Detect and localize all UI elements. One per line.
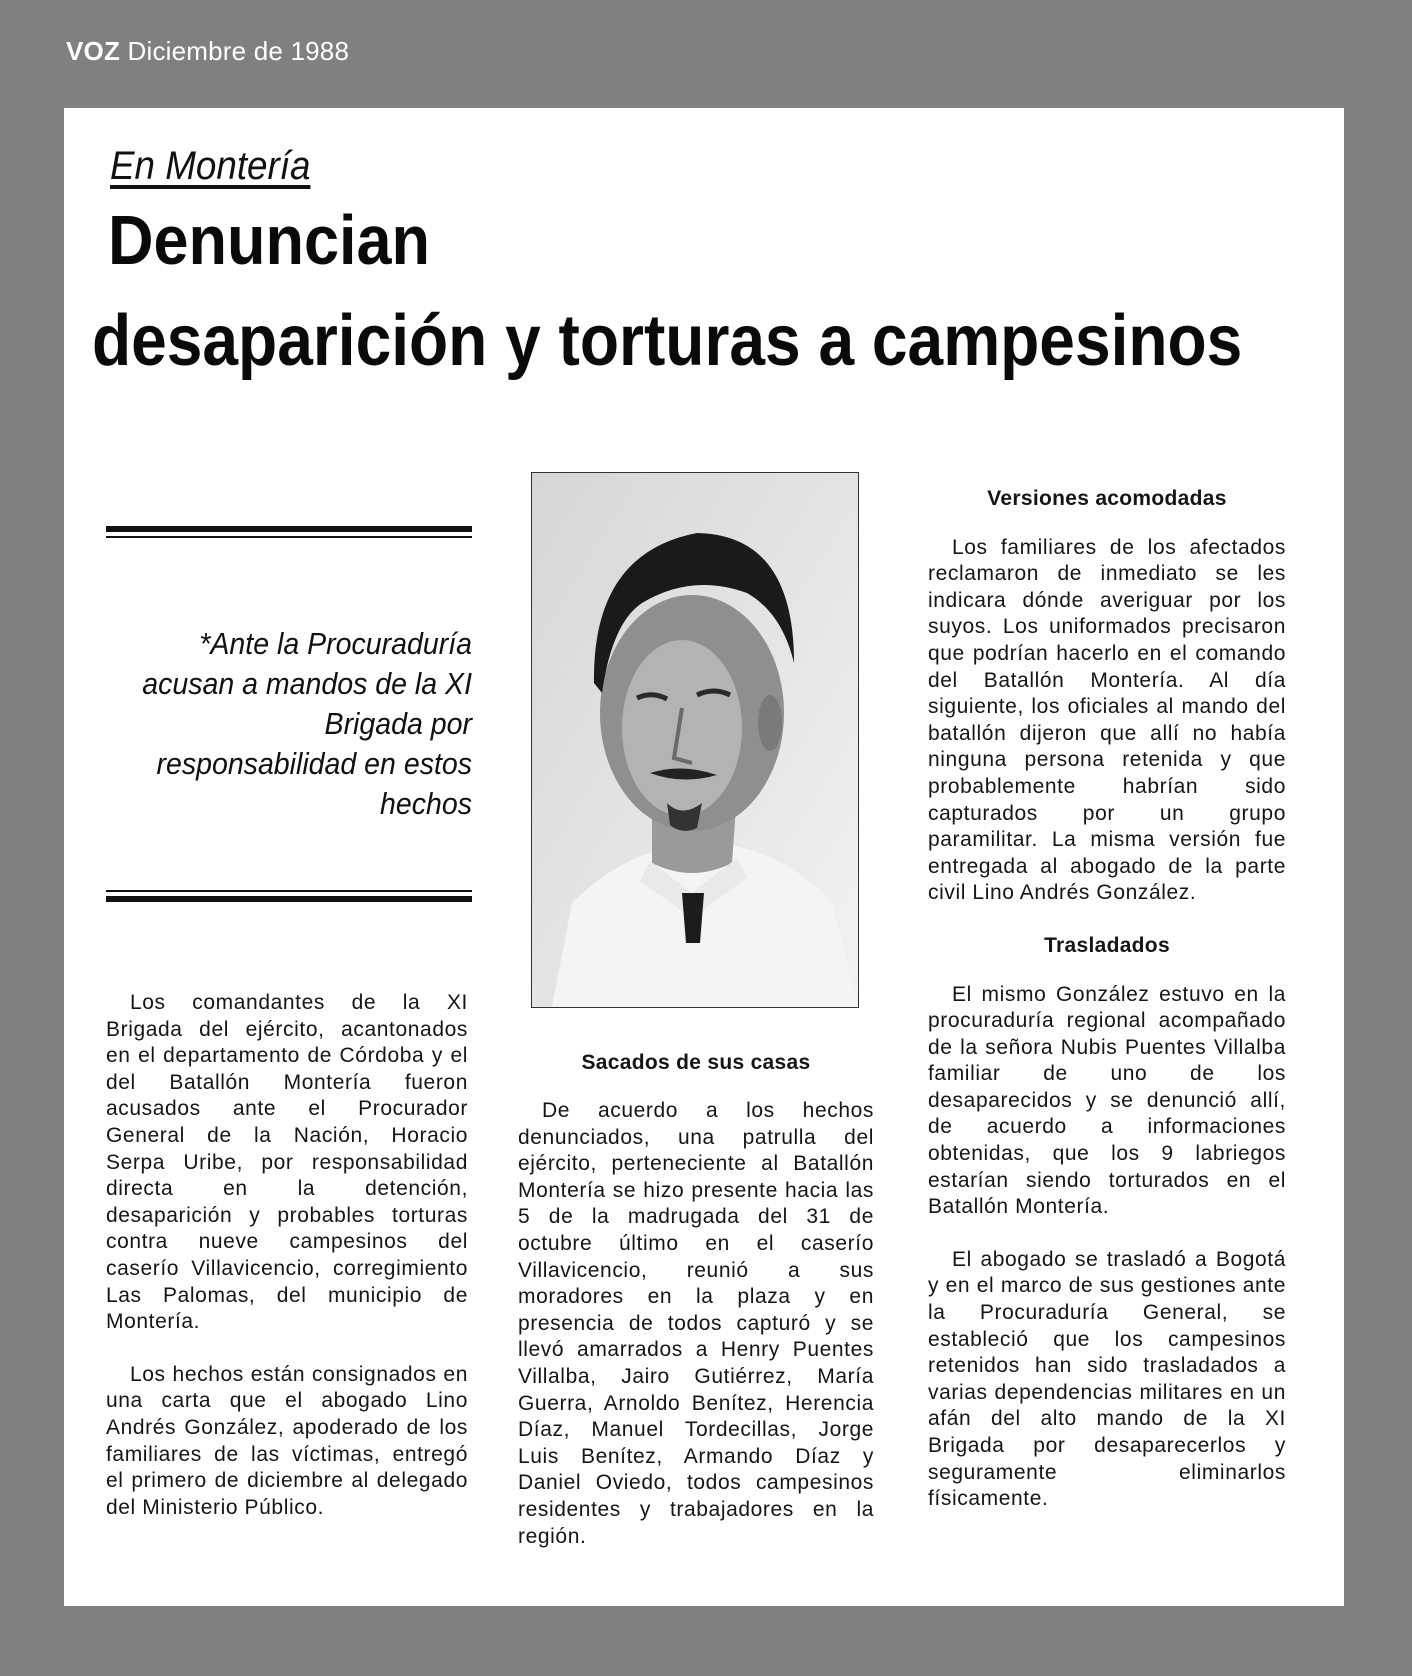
- kicker: En Montería: [110, 144, 311, 188]
- paragraph: Los hechos están consignados en una carta que el abogado Lino Andrés González, apoderado de los familiares de las víctimas, entregó el primero de diciembre al delegado del Ministerio Público.: [106, 1362, 468, 1519]
- divider-bottom: [106, 890, 472, 902]
- section-heading: Trasladados: [1044, 933, 1170, 957]
- paragraph: Los comandantes de la XI Brigada del ejército, acantonados en el departamento de Córdoba y el del Batallón Montería fueron acusados ante el Procurador General de la Nación, Horacio Serpa Uribe, por responsabilidad directa en la detención, desaparición y probables torturas contra nueve campesinos del caserío Villavicencio, corregimiento Las Palomas, del municipio de Montería.: [106, 991, 468, 1334]
- publication-date: Diciembre de 1988: [127, 36, 350, 66]
- column-left: [106, 990, 468, 1547]
- headline-line2: desaparición y torturas a campesinos: [92, 301, 1243, 381]
- section-heading: Sacados de sus casas: [581, 1051, 811, 1074]
- paragraph: El mismo González estuvo en la procuraduría regional acompañado de la señora Nubis Puentes Villalba familiar de uno de los desaparecidos y se denunció allí, de acuerdo a informaciones obtenidas, que los 9 labriegos estarían siendo torturados en el Batallón Montería.: [928, 982, 1286, 1219]
- paragraph: De acuerdo a los hechos denunciados, una patrulla del ejército, perteneciente al Batallón Montería se hizo presente hacia las 5 de la madrugada del 31 de octubre último en el caserío Villavicencio, reunió a sus moradores en la plaza y en presencia de todos capturó y se llevó amarrados a Henry Puentes Villalba, Jairo Gutiérrez, María Guerra, Arnoldo Benítez, Herencia Díaz, Manuel Tordecillas, Jorge Luis Benítez, Armando Díaz y Daniel Oviedo, todos campesinos residentes y trabajadores en la región.: [518, 1099, 874, 1548]
- column-right: [928, 486, 1286, 1539]
- paragraph: Los familiares de los afectados reclamaron de inmediato se les indicara dónde averiguar por los suyos. Los uniformados precisaron que podrían hacerlo en el comando del Batallón Montería. Al día siguiente, los oficiales al mando del batallón dijeron que allí no había ninguna persona retenida y que probablemente habrían sido capturados por un grupo paramilitar. La misma versión fue entregada al abogado de la parte civil Lino Andrés González.: [928, 535, 1286, 905]
- source-label: [66, 36, 349, 67]
- paragraph: El abogado se trasladó a Bogotá y en el marco de sus gestiones ante la Procuraduría General, se estableció que los campesinos retenidos han sido trasladados a varias dependencias militares en un afán del alto mando de la XI Brigada por desaparecerlos y seguramente eliminarlos físicamente.: [928, 1247, 1286, 1511]
- newspaper-clipping: [64, 108, 1344, 1606]
- column-middle: [518, 1051, 874, 1576]
- publication-name: VOZ: [66, 36, 121, 66]
- portrait-photo-icon: [532, 473, 858, 1007]
- headline-line1: Denuncian: [108, 201, 431, 279]
- section-heading: Versiones acomodadas: [987, 487, 1227, 510]
- portrait-photo: [531, 472, 859, 1008]
- subhead: *Ante la Procuraduría acusan a mandos de la XI Brigada por responsabilidad en estos hechos: [142, 626, 472, 821]
- divider-top: [106, 526, 472, 538]
